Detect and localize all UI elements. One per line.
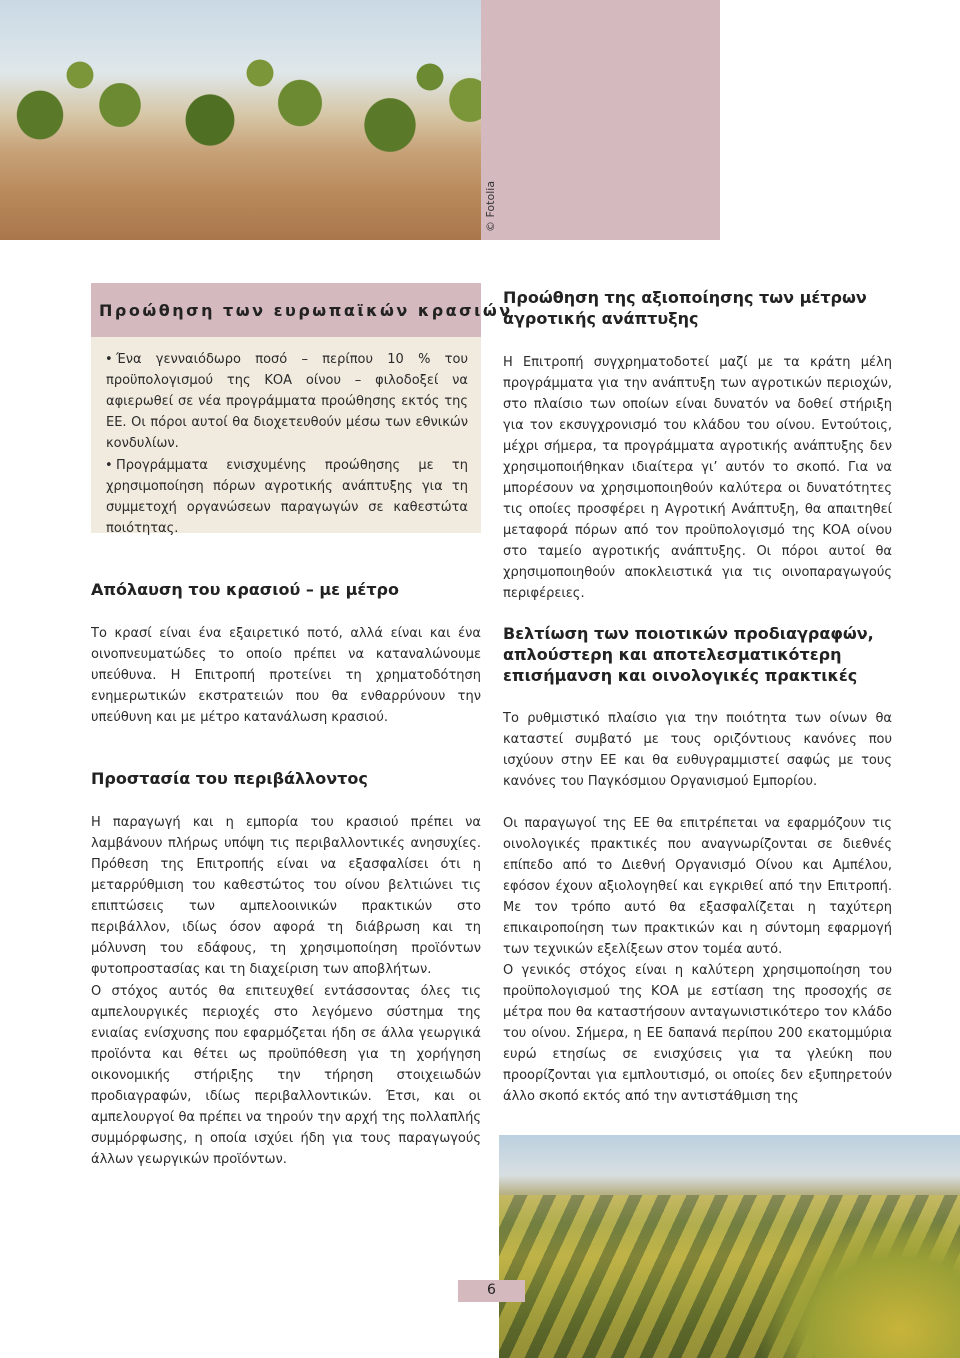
bullet-item-2: • Προγράμματα ενισχυμένης προώθησης με τη χρησιμοποίηση πόρων αγροτικής ανάπτυξης για τη συμμετοχή οργανώσεων παραγωγών σε καθεστώτα ποιότητας. <box>106 455 468 539</box>
right-section-2 <box>503 623 892 686</box>
right-section-2-body-2 <box>503 813 892 960</box>
vineyard-photo-bottom <box>499 1135 960 1358</box>
right-section-2-body <box>503 708 892 792</box>
left-section-2-body <box>91 812 481 980</box>
section-text-moderation: Το κρασί είναι ένα εξαιρετικό ποτό, αλλά είναι και ένα οινοπνευματώδες το οποίο πρέπει να καταναλώνουμε υπεύθυνα. Η Επιτροπή προτείνει τη χρηματοδότηση ενημερωτικών εκστρατειών που θα ενθαρρύνουν την υπεύθυνη και με μέτρο κατανάλωση κρασιού. <box>91 626 481 725</box>
section-banner <box>91 283 513 337</box>
section-text-environment-2: Ο στόχος αυτός θα επιτευχθεί εντάσσοντας όλες τις αμπελουργικές περιοχές στο λεγόμενο σύστημα της ενιαίας ενίσχυσης που εφαρμόζεται ήδη σε άλλα γεωργικά προϊόντα και θέτει ως προϋπόθεση για τη χορήγηση οικονομικής στήριξης την τήρηση στοιχειωδών προδιαγραφών, ιδίως περιβαλλοντικών. Έτσι, και οι αμπελουργοί θα πρέπει να τηρούν την αρχή της πολλαπλής συμμόρφωσης, η οποία ισχύει ήδη για τους παραγωγούς άλλων γεωργικών προϊόντων. <box>91 984 481 1167</box>
section-title-rural-development: Προώθηση της αξιοποίησης των μέτρων αγροτικής ανάπτυξης <box>503 288 867 328</box>
right-section-2-body-3 <box>503 960 892 1107</box>
right-section-1 <box>503 287 892 329</box>
section-title-quality: Βελτίωση των ποιοτικών προδιαγραφών, απλούστερη και αποτελεσματικότερη επισήμανση και οινολογικές πρακτικές <box>503 624 874 685</box>
left-section-2 <box>91 768 481 789</box>
section-text-quality-2: Οι παραγωγοί της ΕΕ θα επιτρέπεται να εφαρμόζουν τις οινολογικές πρακτικές που αναγνωρίζονται σε διεθνές επίπεδο από το Διεθνή Οργανισμό Οίνου και Αμπέλου, εφόσον έχουν αξιολογηθεί και εγκριθεί από την Επιτροπή. Με τον τρόπο αυτό θα εξασφαλίζεται η ταχύτερη επικαιροποίηση των πρακτικών και η σύντομη εφαρμογή των τεχνικών εξελίξεων στον τομέα αυτό. <box>503 816 892 957</box>
bullet-item-1: • Ένα γενναιόδωρο ποσό – περίπου 10 % του προϋπολογισμού της ΚΟΑ οίνου – φιλοδοξεί να αφιερωθεί σε νέα προγράμματα προώθησης εκτός της ΕΕ. Οι πόροι αυτοί θα διοχετευθούν μέσω των εθνικών κονδυλίων. <box>106 349 468 454</box>
section-text-rural-development: Η Επιτροπή συγχρηματοδοτεί μαζί με τα κράτη μέλη προγράμματα για την ανάπτυξη των αγροτικών περιοχών, στο πλαίσιο των οποίων είναι δυνατόν να δοθεί στήριξη για τον εκσυγχρονισμό του κλάδου του οίνου. Εντούτοις, μέχρι σήμερα, τα προγράμματα αγροτικής ανάπτυξης δεν χρησιμοποιήθηκαν ιδιαίτερα γι’ αυτόν το σκοπό. Για να μπορέσουν να χρησιμοποιηθούν καλύτερα οι δυνατότητες τις οποίες προσφέρει η Αγροτική Ανάπτυξη, θα απαιτηθεί μεταφορά πόρων από τον προϋπολογισμό της ΚΟΑ οίνου στο ταμείο αγροτικής ανάπτυξης. Οι πόροι αυτοί θα χρησιμοποιηθούν αποκλειστικά για τις οινοπαραγωγούς περιφέρειες. <box>503 355 892 601</box>
section-text-quality-3: Ο γενικός στόχος είναι η καλύτερη χρησιμοποίηση του προϋπολογισμού της ΚΟΑ με εστίαση της προσοχής σε μέτρα που θα καταστήσουν ανταγωνιστικότερο τον κλάδο του οίνου. Σήμερα, η ΕΕ δαπανά περίπου 200 εκατομμύρια ευρώ ετησίως σε ενισχύσεις για τα γλεύκη που προορίζονται για εμπλουτισμό, οι οποίες δεν εξυπηρετούν άλλο σκοπό εκτός από την αντιστάθμιση της <box>503 963 892 1104</box>
bullet-box <box>91 337 481 536</box>
left-section-1-body <box>91 623 481 728</box>
page-number-box <box>458 1280 525 1302</box>
photo-credit: © Fotolia <box>484 180 497 232</box>
pink-accent-block <box>481 0 720 240</box>
section-title-moderation: Απόλαυση του κρασιού – με μέτρο <box>91 580 399 599</box>
section-title-environment: Προστασία του περιβάλλοντος <box>91 769 368 788</box>
page-number: 6 <box>487 1282 496 1298</box>
left-section-2-body-2 <box>91 981 481 1170</box>
vine-foliage <box>760 1218 960 1358</box>
right-section-1-body <box>503 352 892 604</box>
left-section-1 <box>91 579 481 600</box>
banner-title: Προώθηση των ευρωπαϊκών κρασιών <box>99 301 513 320</box>
section-text-environment-1: Η παραγωγή και η εμπορία του κρασιού πρέπει να λαμβάνουν πλήρως υπόψη τις περιβαλλοντικές ανησυχίες. Πρόθεση της Επιτροπής είναι να εξασφαλίσει ότι η μεταρρύθμιση του καθεστώτος του οίνου βελτιώνει τις επιπτώσεις των αμπελοοινικών πρακτικών στο περιβάλλον, ιδίως όσον αφορά τη διάβρωση και τη μόλυνση του εδάφους, τη χρησιμοποίηση προϊόντων φυτοπροστασίας και τη διαχείριση των αποβλήτων. <box>91 815 481 977</box>
section-text-quality-1: Το ρυθμιστικό πλαίσιο για την ποιότητα των οίνων θα καταστεί συμβατό με τους οριζόντιους κανόνες που ισχύουν στην ΕΕ και θα ευθυγραμμιστεί σαφώς με τους κανόνες του Παγκόσμιου Οργανισμού Εμπορίου. <box>503 711 892 789</box>
